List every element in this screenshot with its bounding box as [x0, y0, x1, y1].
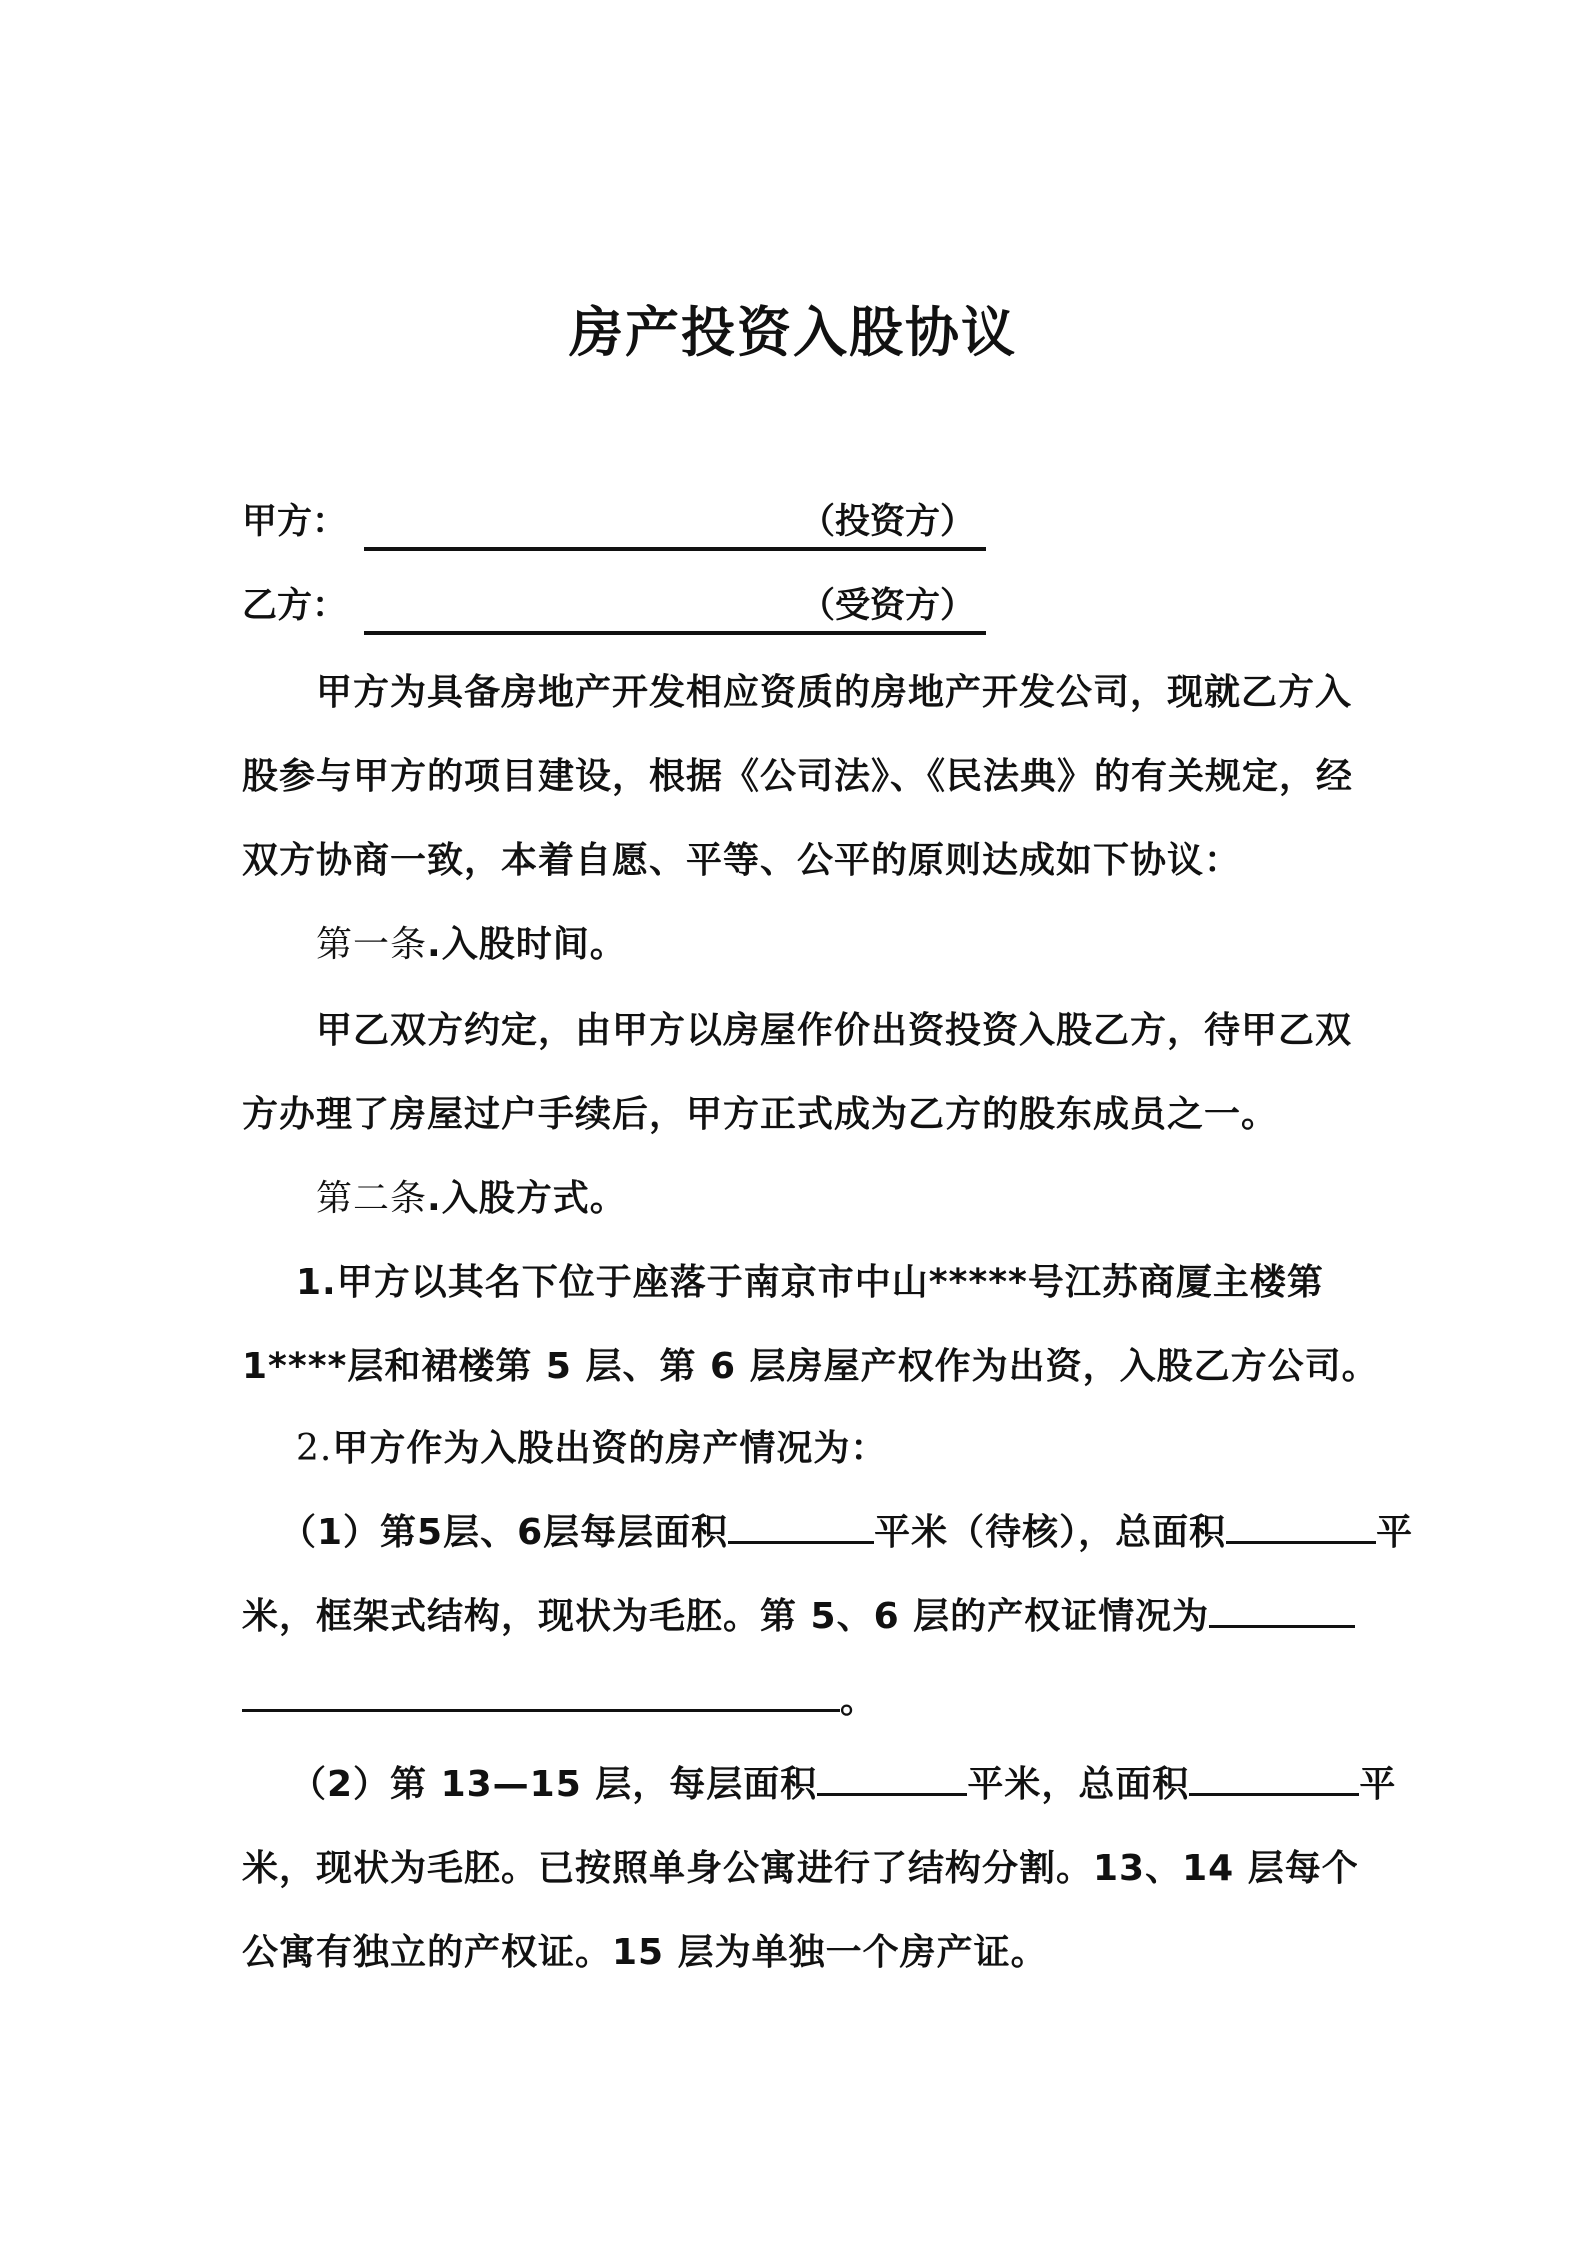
property-2-text-c: 平 — [1359, 1764, 1397, 1805]
article-1-line-2: 方办理了房屋过户手续后，甲方正式成为乙方的股东成员之一。 — [242, 1094, 1279, 1135]
property-2-text-a: （2）第 13—15 层，每层面积 — [290, 1764, 818, 1805]
article-2-item-2-number: 2. — [296, 1428, 333, 1469]
intro-line-3: 双方协商一致，本着自愿、平等、公平的原则达成如下协议： — [242, 840, 1242, 881]
property-1-text-b: 平米（待核），总面积 — [874, 1512, 1227, 1553]
floor-area-blank-2[interactable] — [817, 1757, 967, 1796]
property-2-line-2: 米，现状为毛胚。已按照单身公寓进行了结构分割。13、14 层每个 — [242, 1848, 1359, 1889]
article-2-item-1-line-1: 1.甲方以其名下位于座落于南京市中山*****号江苏商厦主楼第 — [296, 1262, 1324, 1303]
article-2-item-2-text: 甲方作为入股出资的房产情况为： — [332, 1428, 888, 1469]
intro-line-1: 甲方为具备房地产开发相应资质的房地产开发公司，现就乙方入 — [316, 672, 1353, 713]
document-title: 房产投资入股协议 — [569, 301, 1017, 364]
article-1-title: .入股时间。 — [427, 924, 627, 965]
property-1-line-2 — [242, 1588, 1355, 1639]
article-2-heading — [316, 1170, 627, 1221]
property-1-text-l2: 米，框架式结构，现状为毛胚。第 5、6 层的产权证情况为 — [242, 1596, 1210, 1637]
certificate-blank[interactable] — [1209, 1589, 1355, 1628]
article-1-line-1: 甲乙双方约定，由甲方以房屋作价出资投资入股乙方，待甲乙双 — [316, 1010, 1353, 1051]
party-b-label: 乙方： — [242, 586, 348, 626]
intro-line-2: 股参与甲方的项目建设，根据《公司法》、《民法典》的有关规定，经 — [242, 756, 1354, 797]
certificate-blank-continued[interactable] — [242, 1673, 840, 1712]
article-2-title: .入股方式。 — [427, 1178, 627, 1219]
total-area-blank-2[interactable] — [1189, 1757, 1359, 1796]
party-a-blank[interactable] — [364, 547, 986, 551]
article-2-item-1-line-2: 1****层和裙楼第 5 层、第 6 层房屋产权作为出资，入股乙方公司。 — [242, 1346, 1379, 1387]
article-2-item-2 — [296, 1420, 887, 1471]
article-2-number: 第二条 — [316, 1178, 428, 1219]
property-1-text-c: 平 — [1376, 1512, 1414, 1553]
party-a-label: 甲方： — [242, 502, 348, 542]
property-1-text-a: （1）第5层、6层每层面积 — [280, 1512, 729, 1553]
party-b-role: （受资方） — [800, 586, 976, 626]
total-area-blank[interactable] — [1226, 1505, 1376, 1544]
party-b-blank[interactable] — [364, 631, 986, 635]
party-a-role: （投资方） — [800, 502, 976, 542]
property-1-end: 。 — [840, 1680, 878, 1721]
property-2-line-1 — [290, 1756, 1396, 1807]
floor-area-blank[interactable] — [728, 1505, 874, 1544]
article-1-number: 第一条 — [316, 924, 428, 965]
property-1-line-1 — [280, 1504, 1413, 1555]
article-1-heading — [316, 916, 627, 967]
property-2-line-3: 公寓有独立的产权证。15 层为单独一个房产证。 — [242, 1932, 1048, 1973]
property-1-line-3 — [242, 1672, 877, 1723]
property-2-text-b: 平米，总面积 — [967, 1764, 1190, 1805]
